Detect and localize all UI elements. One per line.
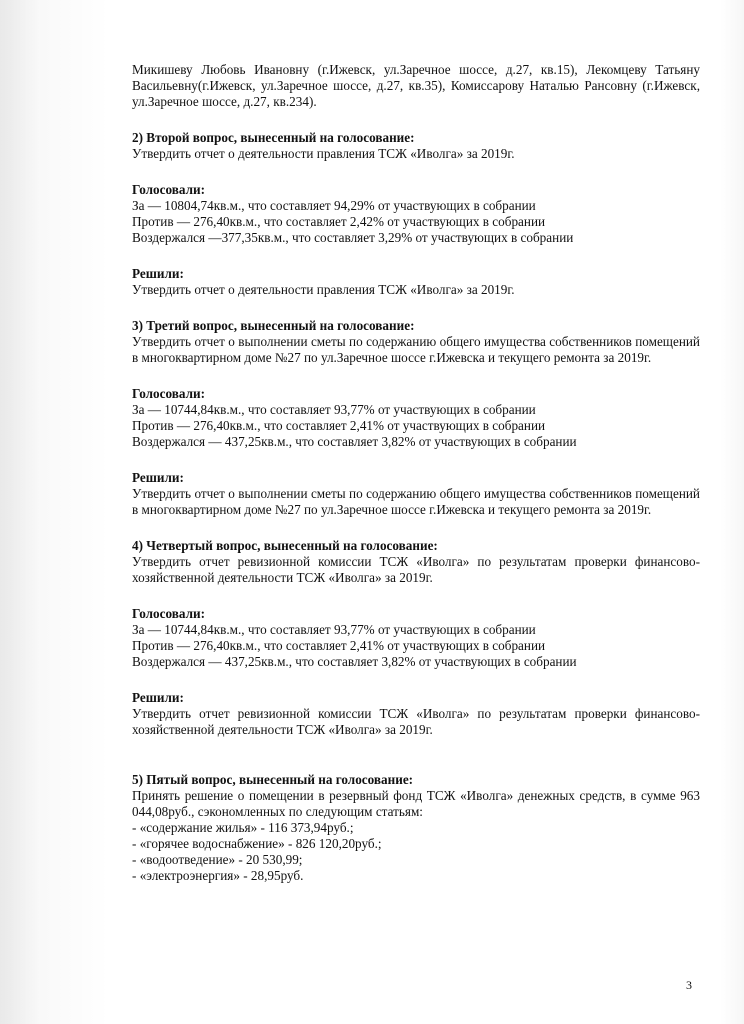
- question-3-vote-abstain: Воздержался — 437,25кв.м., что составляет 3,82% от участвующих в собрании: [132, 434, 577, 449]
- question-3-block: [132, 318, 700, 366]
- question-4-vote-against: Против — 276,40кв.м., что составляет 2,41% от участвующих в собрании: [132, 638, 546, 653]
- intro-block: [132, 62, 700, 110]
- question-2-decision-block: [132, 266, 700, 298]
- question-4-decided-heading: Решили:: [132, 690, 184, 705]
- question-3-voted-heading: Голосовали:: [132, 386, 205, 401]
- question-3-heading: 3) Третий вопрос, вынесенный на голосование:: [132, 318, 415, 333]
- question-5-item: - «водоотведение» - 20 530,99;: [132, 852, 303, 867]
- question-4-vote-abstain: Воздержался — 437,25кв.м., что составляет 3,82% от участвующих в собрании: [132, 654, 577, 669]
- question-3-text: Утвердить отчет о выполнении сметы по содержанию общего имущества собственников помещений в многоквартирном доме №27 по ул.Заречное шоссе г.Ижевска и текущего ремонта за 2019г.: [132, 334, 700, 365]
- question-4-vote-for: За — 10744,84кв.м., что составляет 93,77% от участвующих в собрании: [132, 622, 536, 637]
- question-4-block: [132, 538, 700, 586]
- question-4-heading: 4) Четвертый вопрос, вынесенный на голосование:: [132, 538, 438, 553]
- question-3-vote-for: За — 10744,84кв.м., что составляет 93,77% от участвующих в собрании: [132, 402, 536, 417]
- question-5-text: Принять решение о помещении в резервный фонд ТСЖ «Иволга» денежных средств, в сумме 963 044,08руб., сэкономленных по следующим статьям:: [132, 788, 700, 819]
- question-4-decision-block: [132, 690, 700, 738]
- question-2-voted-heading: Голосовали:: [132, 182, 205, 197]
- question-5-item: - «электроэнергия» - 28,95руб.: [132, 868, 304, 883]
- page-number: 3: [686, 978, 692, 992]
- question-5-item: - «содержание жилья» - 116 373,94руб.;: [132, 820, 354, 835]
- question-2-vote-against: Против — 276,40кв.м., что составляет 2,42% от участвующих в собрании: [132, 214, 546, 229]
- question-4-votes: [132, 606, 700, 670]
- question-5-heading: 5) Пятый вопрос, вынесенный на голосование:: [132, 772, 414, 787]
- scan-shadow: [0, 0, 110, 1024]
- question-2-block: [132, 130, 700, 162]
- question-5-item: - «горячее водоснабжение» - 826 120,20руб.;: [132, 836, 382, 851]
- question-3-votes: [132, 386, 700, 450]
- question-2-decision: Утвердить отчет о деятельности правления ТСЖ «Иволга» за 2019г.: [132, 282, 515, 297]
- question-4-decision: Утвердить отчет ревизионной комиссии ТСЖ «Иволга» по результатам проверки финансово-хозяйственной деятельности ТСЖ «Иволга» за 2019г.: [132, 706, 700, 737]
- question-4-voted-heading: Голосовали:: [132, 606, 205, 621]
- intro-paragraph: Микишеву Любовь Ивановну (г.Ижевск, ул.Заречное шоссе, д.27, кв.15), Лекомцеву Татьяну Васильевну(г.Ижевск, ул.Заречное шоссе, д.27, кв.35), Комиссарову Наталью Рансовну (г.Ижевск, ул.Заречное шоссе, д.27, кв.234).: [132, 62, 700, 109]
- question-2-votes: [132, 182, 700, 246]
- question-2-vote-abstain: Воздержался —377,35кв.м., что составляет 3,29% от участвующих в собрании: [132, 230, 574, 245]
- question-3-vote-against: Против — 276,40кв.м., что составляет 2,41% от участвующих в собрании: [132, 418, 546, 433]
- question-3-decided-heading: Решили:: [132, 470, 184, 485]
- document-body: [132, 62, 700, 904]
- question-3-decision-block: [132, 470, 700, 518]
- question-2-vote-for: За — 10804,74кв.м., что составляет 94,29% от участвующих в собрании: [132, 198, 536, 213]
- question-3-decision: Утвердить отчет о выполнении сметы по содержанию общего имущества собственников помещений в многоквартирном доме №27 по ул.Заречное шоссе г.Ижевска и текущего ремонта за 2019г.: [132, 486, 700, 517]
- question-5-block: [132, 772, 700, 884]
- question-2-text: Утвердить отчет о деятельности правления ТСЖ «Иволга» за 2019г.: [132, 146, 515, 161]
- question-4-text: Утвердить отчет ревизионной комиссии ТСЖ «Иволга» по результатам проверки финансово-хозяйственной деятельности ТСЖ «Иволга» за 2019г.: [132, 554, 700, 585]
- question-2-decided-heading: Решили:: [132, 266, 184, 281]
- question-2-heading: 2) Второй вопрос, вынесенный на голосование:: [132, 130, 415, 145]
